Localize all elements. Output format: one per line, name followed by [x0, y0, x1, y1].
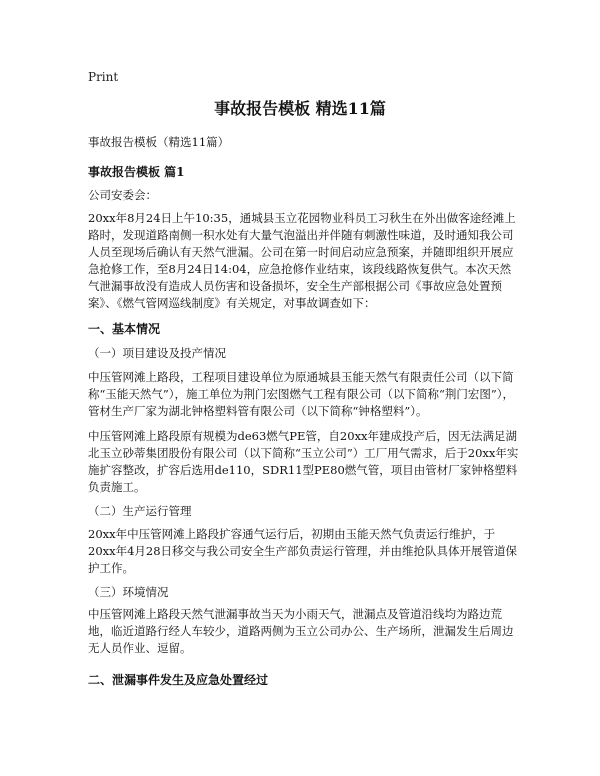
section1-sub3: （三）环境情况 [88, 585, 169, 599]
print-label: Print [88, 70, 119, 84]
section1-para2: 中压管网滩上路段原有规模为de63燃气PE管，自20xx年建成投产后，因无法满足湖北玉立砂蒂集团股份有限公司（以下简称“玉立公司”）工厂用气需求，后于20xx年实施扩容整改，扩容后选用de110，SDR11型PE80燃气管，项目由管材厂家钟格塑料负责施工。 [88, 429, 519, 494]
section1-heading: 一、基本情况 [88, 322, 161, 336]
section1-para1: 中压管网滩上路段，工程项目建设单位为原通城县玉能天然气有限责任公司（以下简称“玉能天然气”），施工单位为荆门宏图燃气工程有限公司（以下简称“荆门宏图”），管材生产厂家为湖北钟格塑料管有限公司（以下简称“钟格塑料”）。 [88, 370, 515, 418]
intro-paragraph: 20xx年8月24日上午10:35，通城县玉立花园物业科员工习秋生在外出做客途经滩上路时，发现道路南侧一积水处有大量气泡溢出并伴随有刺激性味道，及时通知我公司人员至现场后确认有天然气泄漏。公司在第一时间启动应急预案，并随即组织开展应急抢修工作，至8月24日14:04，应急抢修作业结束，该段线路恢复供气。本次天然气泄漏事故没有造成人员伤害和设备损坏，安全生产部根据公司《事故应急处置预案》、《燃气管网巡线制度》有关规定，对事故调查如下： [88, 211, 516, 310]
section1-sub2: （二）生产运行管理 [88, 504, 192, 518]
document-title: 事故报告模板 精选11篇 [214, 99, 386, 118]
section1-para4: 中压管网滩上路段天然气泄漏事故当天为小雨天气，泄漏点及管道沿线均为路边荒地，临近道路行经人车较少，道路两侧为玉立公司办公、生产场所，泄漏发生后周边无人员作业、逗留。 [88, 607, 514, 655]
section1-sub1: （一）项目建设及投产情况 [88, 346, 226, 360]
salutation: 公司安委会： [88, 188, 157, 202]
section1-para3: 20xx年中压管网滩上路段扩容通气运行后，初期由玉能天然气负责运行维护，于20xx年4月28日移交与我公司安全生产部负责运行管理，并由维抢队具体开展管道保护工作。 [88, 527, 518, 575]
article-heading: 事故报告模板 篇1 [88, 165, 185, 179]
document-subtitle: 事故报告模板（精选11篇） [88, 135, 230, 149]
section2-heading: 二、泄漏事件发生及应急处置经过 [88, 673, 269, 687]
